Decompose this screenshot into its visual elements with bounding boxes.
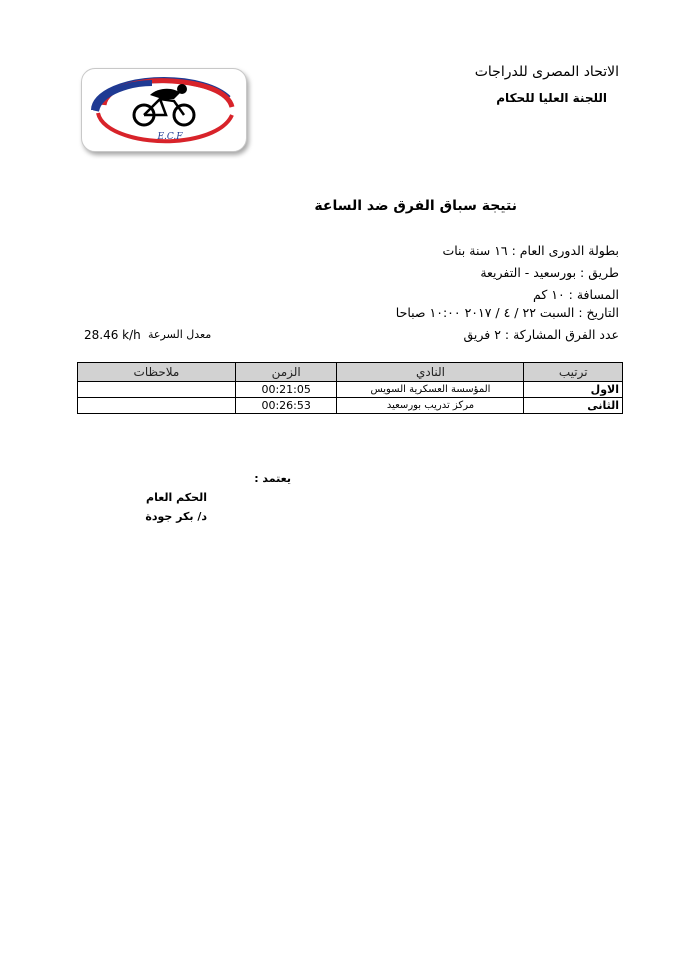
row-club: المؤسسة العسكرية السويس [337, 382, 524, 398]
committee-name: اللجنة العليا للحكام [496, 91, 607, 105]
referee-title: الحكم العام [146, 491, 207, 504]
row-time: 00:26:53 [235, 398, 337, 414]
teams-count-line: عدد الفرق المشاركة : ٢ فريق [463, 327, 619, 342]
header-time: الزمن [235, 363, 337, 382]
logo-lettering: E.C.F [157, 132, 183, 142]
header-notes: ملاحظات [78, 363, 236, 382]
row-club: مركز تدريب بورسعيد [337, 398, 524, 414]
row-notes [78, 382, 236, 398]
championship-line: بطولة الدورى العام : ١٦ سنة بنات [442, 243, 619, 258]
approval-label: يعتمد : [254, 472, 291, 485]
ecf-logo [81, 68, 247, 152]
distance-line: المسافة : ١٠ كم [533, 287, 619, 302]
table-row [78, 398, 623, 414]
row-rank: الثانى [524, 398, 623, 414]
average-speed-label: معدل السرعة [148, 328, 212, 341]
results-table [77, 362, 623, 414]
header-club: النادي [337, 363, 524, 382]
table-row [78, 382, 623, 398]
date-line: التاريخ : السبت ٢٢ / ٤ / ٢٠١٧ ١٠:٠٠ صباحا [395, 305, 619, 320]
org-name: الاتحاد المصرى للدراجات [474, 64, 619, 80]
row-notes [78, 398, 236, 414]
header-rank: ترتيب [524, 363, 623, 382]
referee-name: د/ بكر جودة [145, 510, 207, 523]
road-line: طريق : بورسعيد - التفريعة [480, 265, 619, 280]
table-header-row [78, 363, 623, 382]
page-title: نتيجة سباق الفرق ضد الساعة [314, 198, 517, 214]
row-time: 00:21:05 [235, 382, 337, 398]
average-speed-value: 28.46 k/h [84, 328, 141, 342]
row-rank: الاول [524, 382, 623, 398]
